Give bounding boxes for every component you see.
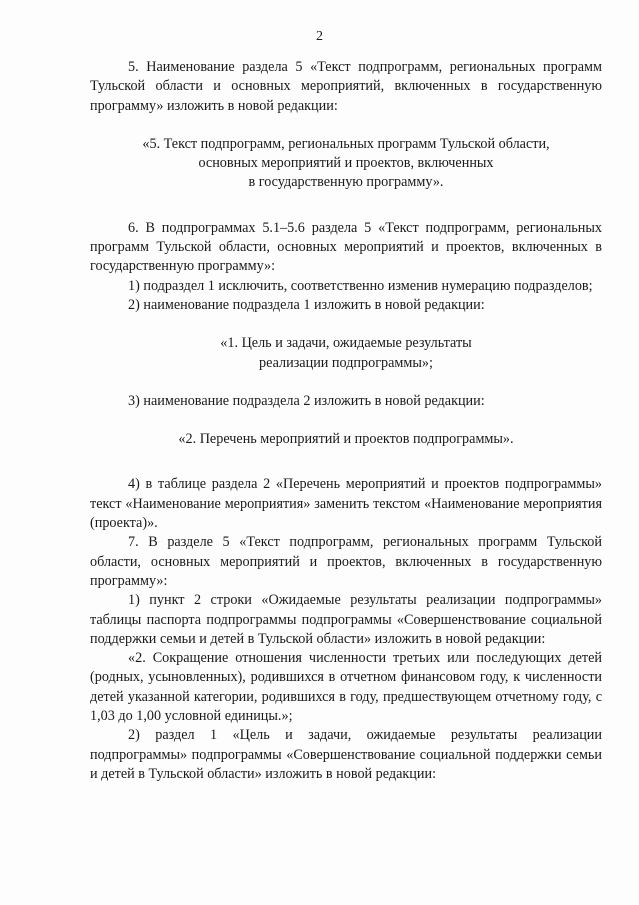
paragraph-item-6: 6. В подпрограммах 5.1–5.6 раздела 5 «Текст подпрограмм, региональных программ Тульской области, основных мероприятий и проектов, включенных в государственную программу»: xyxy=(90,219,602,275)
document-body xyxy=(90,58,602,784)
paragraph-item-7: 7. В разделе 5 «Текст подпрограмм, региональных программ Тульской области, основных мероприятий и проектов, включенных в государственную программу»: xyxy=(90,534,602,589)
page-number: 2 xyxy=(316,29,323,44)
quoted-heading-text: «5. Текст подпрограмм, региональных программ Тульской области, основных мероприятий и проектов, включенных в государственную программу». xyxy=(142,135,550,191)
subitem-7-1: 1) пункт 2 строки «Ожидаемые результаты реализации подпрограммы» таблицы паспорта подпрограммы подпрограммы «Совершенствование социальной поддержки семьи и детей в Тульской области» изложить в новой редакции: xyxy=(90,592,602,647)
quoted-heading-subsection-2: «2. Перечень мероприятий и проектов подпрограммы». xyxy=(178,431,514,448)
subitem-7-2: 2) раздел 1 «Цель и задачи, ожидаемые результаты реализации подпрограммы» подпрограммы «Совершенствование социальной поддержки семьи и детей в Тульской области» изложить в новой редакции: xyxy=(90,727,602,782)
subitem-6-2: 2) наименование подраздела 1 изложить в новой редакции: xyxy=(128,296,485,313)
paragraph-item-5: 5. Наименование раздела 5 «Текст подпрограмм, региональных программ Тульской области и основных мероприятий, включенных в государственную программу» изложить в новой редакции: xyxy=(90,59,602,114)
subitem-6-3: 3) наименование подраздела 2 изложить в новой редакции: xyxy=(128,392,485,409)
quoted-heading-section-5 xyxy=(90,135,602,193)
quoted-item-2: «2. Сокращение отношения численности третьих или последующих детей (родных, усыновленных), родившихся в отчетном финансовом году, к численности детей указанной категории, родившихся в году, предшествующем отчетному году, с 1,03 до 1,00 условной единицы.»; xyxy=(90,650,602,725)
quoted-heading-subsection-1 xyxy=(90,334,602,373)
quoted-heading-text: «1. Цель и задачи, ожидаемые результаты реализации подпрограммы»; xyxy=(220,335,472,371)
subitem-6-4: 4) в таблице раздела 2 «Перечень мероприятий и проектов подпрограммы» текст «Наименование мероприятия» заменить текстом «Наименование мероприятия (проекта)». xyxy=(90,476,602,532)
subitem-6-1: 1) подраздел 1 исключить, соответственно изменив нумерацию подразделов; xyxy=(128,277,593,294)
